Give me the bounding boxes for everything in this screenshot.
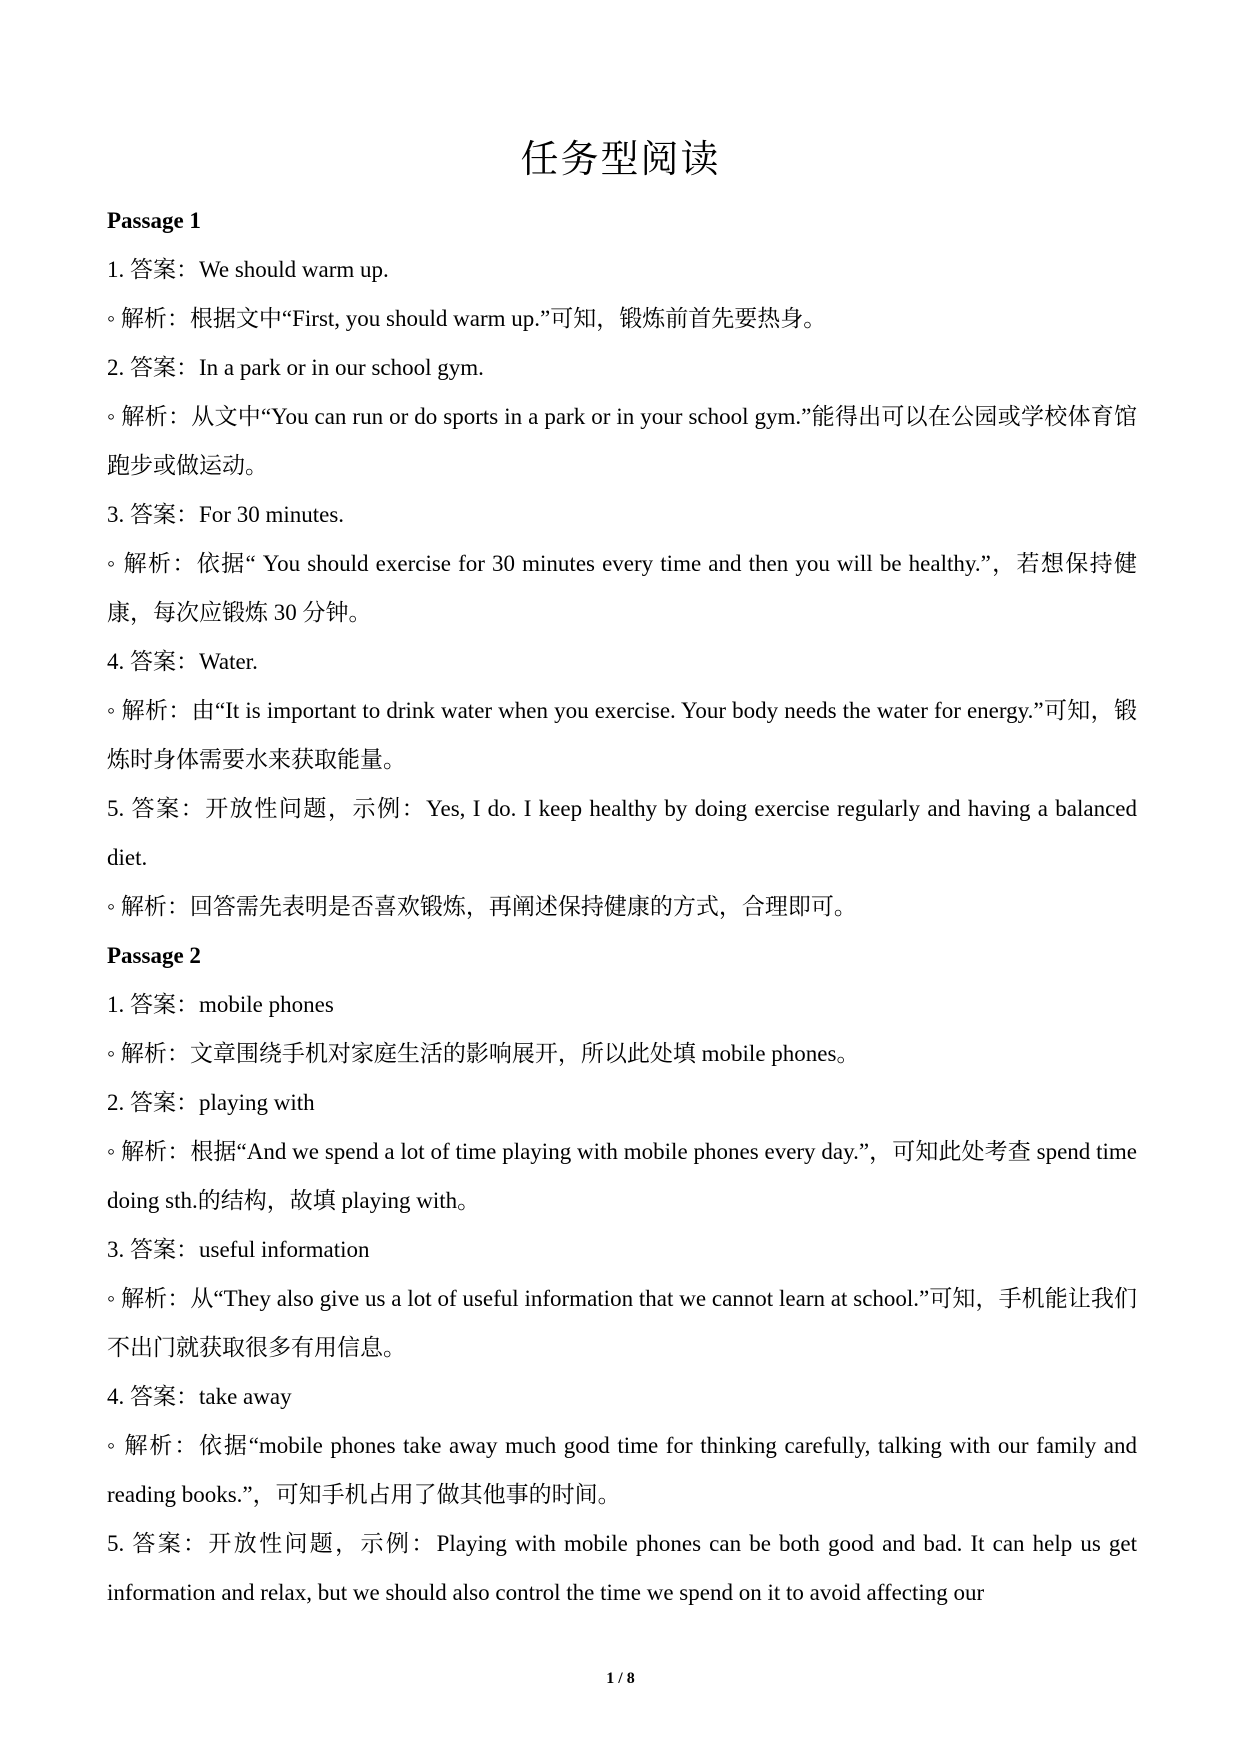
answer-4: 4. 答案：take away <box>107 1384 292 1409</box>
analysis-3: ◦ 解析：依据“ You should exercise for 30 minutes every time and then you will be healthy.”，若想保持健康，每次应锻炼 30 分钟。 <box>107 551 1137 625</box>
analysis-4: ◦ 解析：依据“mobile phones take away much good time for thinking carefully, talking with our family and reading books.”，可知手机占用了做其他事的时间。 <box>107 1433 1137 1507</box>
answer-1: 1. 答案：We should warm up. <box>107 257 389 282</box>
passage-heading: Passage 1 <box>107 208 201 233</box>
page-title: 任务型阅读 <box>520 137 721 181</box>
passage-heading: Passage 2 <box>107 943 201 968</box>
answer-5: 5. 答案：开放性问题，示例：Playing with mobile phones can be both good and bad. It can help us get information and relax, but we should also control the time we spend on it to avoid affecting our <box>107 1531 1137 1605</box>
page-number: 1 / 8 <box>606 1670 635 1687</box>
answer-2: 2. 答案：playing with <box>107 1090 315 1115</box>
document-content <box>107 196 1137 1617</box>
answer-5: 5. 答案：开放性问题，示例：Yes, I do. I keep healthy by doing exercise regularly and having a balanced diet. <box>107 796 1137 870</box>
answer-3: 3. 答案：For 30 minutes. <box>107 502 345 527</box>
passage-1 <box>107 196 1137 931</box>
analysis-1: ◦ 解析：文章围绕手机对家庭生活的影响展开，所以此处填 mobile phones。 <box>107 1041 860 1066</box>
passage-2 <box>107 931 1137 1617</box>
answer-2: 2. 答案：In a park or in our school gym. <box>107 355 484 380</box>
analysis-2: ◦ 解析：从文中“You can run or do sports in a park or in your school gym.”能得出可以在公园或学校体育馆跑步或做运动。 <box>107 404 1137 478</box>
answer-3: 3. 答案：useful information <box>107 1237 370 1262</box>
analysis-2: ◦ 解析：根据“And we spend a lot of time playing with mobile phones every day.”，可知此处考查 spend time doing sth.的结构，故填 playing with。 <box>107 1139 1137 1213</box>
answer-1: 1. 答案：mobile phones <box>107 992 334 1017</box>
analysis-5: ◦ 解析：回答需先表明是否喜欢锻炼，再阐述保持健康的方式，合理即可。 <box>107 894 857 919</box>
analysis-4: ◦ 解析：由“It is important to drink water when you exercise. Your body needs the water for energy.”可知，锻炼时身体需要水来获取能量。 <box>107 698 1137 772</box>
analysis-3: ◦ 解析：从“They also give us a lot of useful information that we cannot learn at school.”可知，手机能让我们不出门就获取很多有用信息。 <box>107 1286 1137 1360</box>
answer-4: 4. 答案：Water. <box>107 649 258 674</box>
analysis-1: ◦ 解析：根据文中“First, you should warm up.”可知，锻炼前首先要热身。 <box>107 306 827 331</box>
